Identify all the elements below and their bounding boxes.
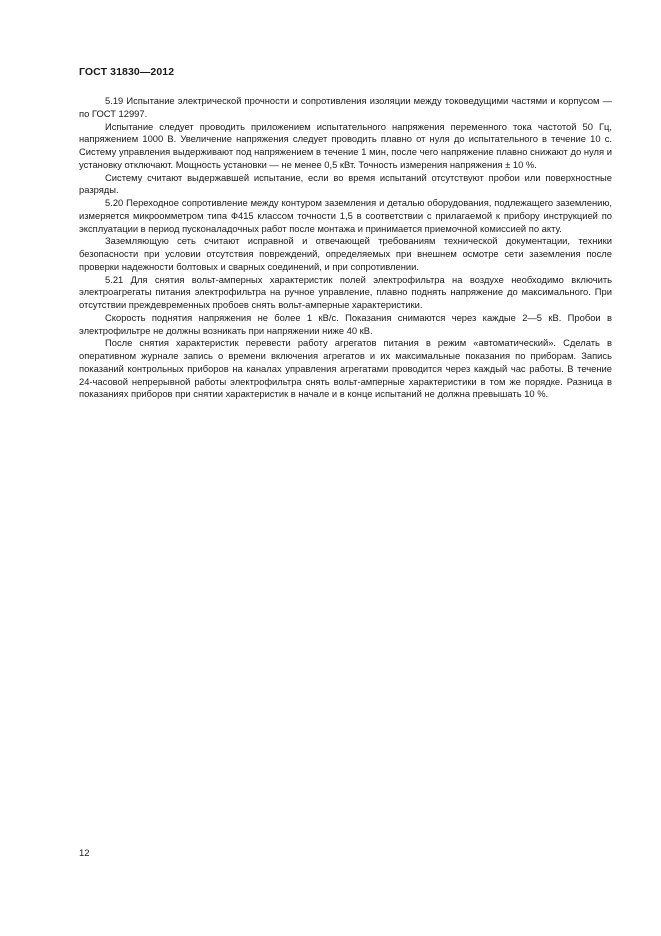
document-header: ГОСТ 31830—2012: [79, 66, 175, 78]
paragraph-5-19: 5.19 Испытание электрической прочности и сопротивления изоляции между токоведущими частями и корпусом — по ГОСТ 12997.: [79, 95, 612, 119]
paragraph: Систему считают выдержавшей испытание, если во время испытаний отсутствуют пробои или поверхностные разряды.: [79, 171, 612, 196]
paragraph-5-21: 5.21 Для снятия вольт-амперных характеристик полей электрофильтра на воздухе необходимо включить электроагрегаты питания электрофильтра на ручное управление, плавно поднять напряжение до максимального. При отсутствии преждевременных пробоев снять вольт-амперные характеристики.: [79, 273, 612, 310]
paragraph-5-20: 5.20 Переходное сопротивление между контуром заземления и деталью оборудования, подлежащего заземлению, измеряется микроомметром типа Ф415 классом точности 1,5 в соответствии с прилагаемой к прибору инструкцией по эксплуатации в период пусконаладочных работ после монтажа и принимается приемочной комиссией по акту.: [79, 197, 612, 234]
paragraph: Заземляющую сеть считают исправной и отвечающей требованиям технической документации, техники безопасности при условии отсутствия повреждений, определяемых при внешнем осмотре сети заземления после проверки надежности болтовых и сварных соединений, и при сопротивлении.: [79, 235, 612, 272]
paragraph: Испытание следует проводить приложением испытательного напряжения переменного тока частотой 50 Гц, напряжением 1000 В. Увеличение напряжения следует проводить плавно от нуля до испытательного в течение 10 с. Систему управления выдерживают под напряжением в течение 1 мин, после чего напряжение плавно снижают до нуля и установку отключают. Мощность установки — не менее 0,5 кВт. Точность измерения напряжения ± 10 %.: [79, 120, 612, 170]
document-body: [79, 95, 612, 401]
paragraph: После снятия характеристик перевести работу агрегатов питания в режим «автоматический». Сделать в оперативном журнале запись о времени включения агрегатов и их максимальные показания по приборам. Запись показаний контрольных приборов на каналах управления агрегатами проводится через каждый час работы. В течение 24-часовой непрерывной работы электрофильтра снять вольт-амперные характеристики в том же порядке. Разница в показаниях приборов при снятии характеристик в начале и в конце испытаний не должна превышать 10 %.: [79, 337, 612, 400]
page-number: 12: [79, 848, 90, 859]
paragraph: Скорость поднятия напряжения не более 1 кВ/с. Показания снимаются через каждые 2—5 кВ. Пробои в электрофильтре не должны возникать при напряжении ниже 40 кВ.: [79, 311, 612, 336]
